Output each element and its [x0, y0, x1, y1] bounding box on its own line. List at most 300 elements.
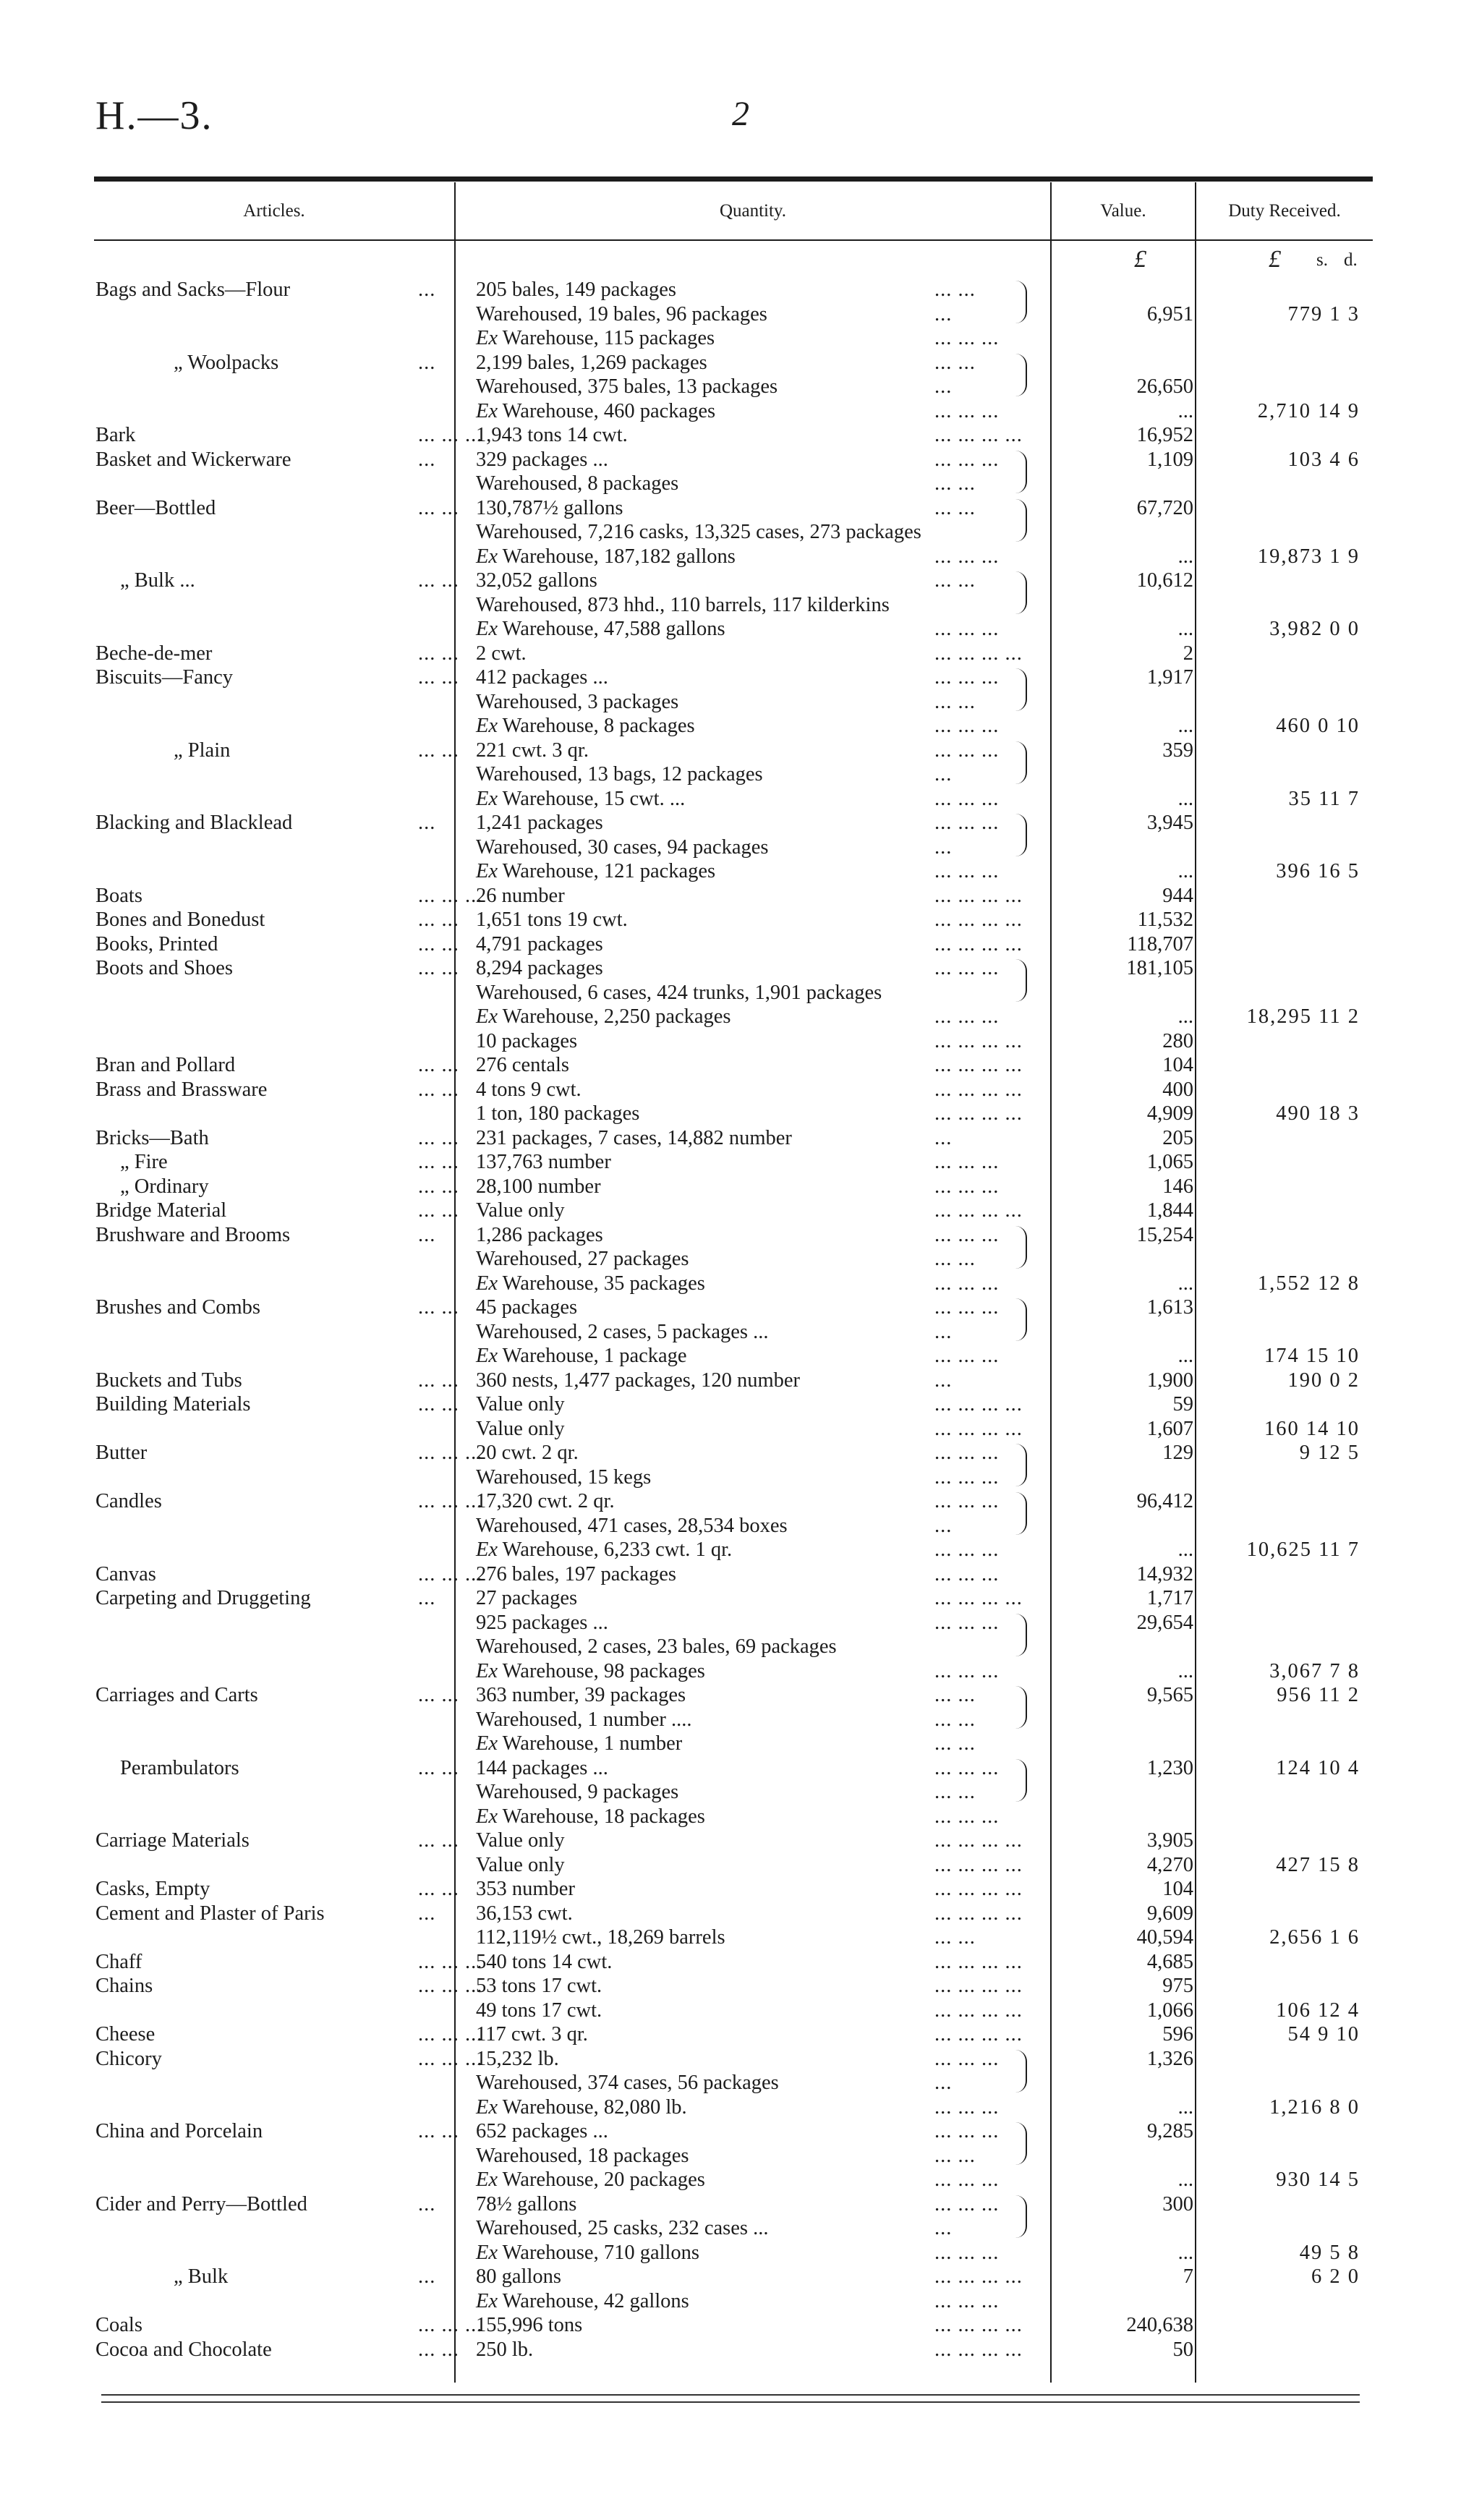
quantity-cell	[476, 448, 608, 472]
quantity-cell	[476, 981, 882, 1005]
quantity-cell	[476, 1514, 788, 1538]
table-row	[0, 1053, 1461, 1078]
value-cell: ...	[1177, 1345, 1193, 1367]
quantity-cell	[476, 2192, 576, 2217]
article-name: Bran and Pollard	[95, 1054, 236, 1076]
quantity-text: 276 bales, 197 packages	[476, 1562, 676, 1585]
article-leader-dots: ...	[418, 448, 436, 471]
table-row	[0, 1126, 1461, 1151]
article-leader-dots: ...	[418, 351, 436, 374]
quantity-leader-dots: ... ... ...	[934, 1345, 1000, 1367]
quantity-cell	[476, 1320, 768, 1345]
article-name: Carriage Materials	[95, 1829, 250, 1852]
article-leader-dots: ... ...	[418, 666, 459, 689]
value-cell: ...	[1177, 2168, 1193, 2191]
quantity-cell	[476, 1489, 615, 1514]
article-name: Books, Printed	[95, 932, 218, 955]
quantity-cell	[476, 1877, 575, 1902]
quantity-leader-dots: ... ... ... ...	[934, 1029, 1023, 1052]
quantity-text: 32,052 gallons	[476, 569, 597, 592]
quantity-leader-dots: ... ... ...	[934, 2192, 1000, 2215]
column-header-articles: Articles.	[243, 201, 305, 221]
quantity-cell	[476, 617, 725, 642]
value-cell: 118,707	[1127, 932, 1193, 955]
table-row	[0, 1853, 1461, 1878]
quantity-text: Warehoused, 6 cases, 424 trunks, 1,901 packages	[476, 981, 882, 1004]
quantity-text: Warehoused, 8 packages	[476, 472, 679, 495]
table-row	[0, 399, 1461, 424]
quantity-cell	[476, 1853, 565, 1878]
quantity-text: 130,787½ gallons	[476, 496, 623, 519]
quantity-cell	[476, 1126, 792, 1151]
table-row	[0, 1150, 1461, 1175]
quantity-leader-dots: ... ... ...	[934, 1756, 1000, 1779]
quantity-leader-dots: ... ... ...	[934, 957, 1000, 979]
quantity-leader-dots: ... ... ... ...	[934, 1902, 1023, 1925]
quantity-cell	[476, 1562, 676, 1587]
table-row	[0, 2216, 1461, 2241]
table-row	[0, 1199, 1461, 1223]
article-name: Bricks—Bath	[95, 1126, 209, 1149]
quantity-text: 1,286 packages	[476, 1223, 603, 1246]
quantity-leader-dots: ... ... ...	[934, 1465, 1000, 1489]
quantity-leader-dots: ... ...	[934, 472, 976, 495]
quantity-cell	[476, 278, 676, 302]
quantity-cell	[476, 2338, 533, 2362]
quantity-text: Warehoused, 873 hhd., 110 barrels, 117 kilderkins	[476, 593, 890, 616]
article-leader-dots: ... ...	[418, 1126, 459, 1149]
quantity-cell	[476, 1538, 732, 1562]
article-name: Beer—Bottled	[95, 496, 216, 519]
table-row	[0, 2338, 1461, 2362]
quantity-cell	[476, 1465, 651, 1490]
quantity-leader-dots: ... ... ... ...	[934, 1878, 1023, 1900]
value-cell: 1,326	[1146, 2047, 1193, 2070]
value-cell: ...	[1177, 787, 1193, 810]
quantity-text: 53 tons 17 cwt.	[476, 1975, 602, 1997]
article-name: „ Bulk ...	[120, 569, 195, 592]
quantity-text: Warehouse, 2,250 packages	[498, 1005, 731, 1028]
value-cell: 400	[1162, 1078, 1193, 1101]
quantity-cell	[476, 1295, 577, 1320]
article-leader-dots: ... ...	[418, 908, 459, 931]
quantity-text: Warehoused, 25 casks, 232 cases ...	[476, 2217, 769, 2239]
value-cell: 975	[1162, 1975, 1193, 1997]
quantity-cell	[476, 302, 767, 327]
quantity-cell	[476, 1150, 611, 1175]
quantity-text: 36,153 cwt.	[476, 1902, 573, 1925]
duty-cell: 174 15 10	[1264, 1345, 1360, 1367]
quantity-leader-dots: ...	[934, 2072, 953, 2094]
quantity-cell	[476, 2289, 689, 2314]
quantity-leader-dots: ... ... ... ...	[934, 1587, 1023, 1609]
quantity-cell	[476, 908, 628, 932]
quantity-text: 117 cwt. 3 qr.	[476, 2023, 588, 2046]
table-row	[0, 1732, 1461, 1756]
quantity-text: 1,241 packages	[476, 812, 603, 834]
table-row	[0, 1756, 1461, 1781]
article-leader-dots: ... ... ...	[418, 1442, 483, 1464]
value-cell: 1,065	[1146, 1151, 1193, 1173]
table-row	[0, 2289, 1461, 2314]
quantity-cell	[476, 2241, 699, 2265]
duty-cell: 18,295 11 2	[1246, 1005, 1360, 1028]
quantity-leader-dots: ... ...	[934, 690, 976, 713]
article-name: Beche-de-mer	[95, 642, 213, 665]
duty-cell: 3,982 0 0	[1269, 618, 1360, 640]
quantity-leader-dots: ... ... ...	[934, 1659, 1000, 1682]
quantity-cell	[476, 1272, 705, 1296]
table-row	[0, 1538, 1461, 1562]
quantity-cell	[476, 2022, 588, 2047]
quantity-leader-dots: ... ... ...	[934, 812, 1000, 834]
quantity-text: 205 bales, 149 packages	[476, 278, 676, 301]
quantity-cell	[476, 2047, 559, 2072]
article-leader-dots: ...	[418, 812, 436, 834]
table-row	[0, 2071, 1461, 2095]
article-name: Buckets and Tubs	[95, 1368, 242, 1392]
value-cell: 4,909	[1146, 1102, 1193, 1125]
value-cell: 2	[1183, 642, 1193, 665]
quantity-text: Value only	[476, 1199, 565, 1222]
quantity-leader-dots: ... ...	[934, 496, 976, 519]
duty-pence-label: d.	[1344, 250, 1358, 270]
article-name: Chaff	[95, 1950, 142, 1973]
duty-cell: 3,067 7 8	[1269, 1659, 1360, 1682]
value-cell: 40,594	[1136, 1926, 1193, 1949]
article-name: Bags and Sacks—Flour	[95, 278, 291, 301]
ex-warehouse-prefix: Ex	[476, 618, 498, 640]
duty-cell: 160 14 10	[1264, 1417, 1360, 1440]
article-name: Chains	[95, 1975, 153, 1997]
value-cell: 1,917	[1146, 666, 1193, 689]
table-row	[0, 1611, 1461, 1635]
article-name: „ Fire	[120, 1151, 168, 1173]
table-row	[0, 1635, 1461, 1659]
table-row	[0, 908, 1461, 932]
quantity-text: Warehoused, 2 cases, 5 packages ...	[476, 1320, 769, 1343]
quantity-cell	[476, 351, 707, 375]
table-row	[0, 1489, 1461, 1514]
quantity-leader-dots: ... ... ... ...	[934, 1853, 1023, 1876]
table-row	[0, 1102, 1461, 1126]
quantity-leader-dots: ... ...	[934, 2144, 976, 2167]
article-leader-dots: ... ...	[418, 932, 459, 955]
quantity-text: 26 number	[476, 884, 565, 907]
article-name: Chicory	[95, 2047, 162, 2070]
table-row	[0, 1272, 1461, 1296]
ex-warehouse-prefix: Ex	[476, 545, 498, 568]
quantity-text: 27 packages	[476, 1587, 578, 1609]
quantity-leader-dots: ... ...	[934, 1708, 976, 1731]
top-rule	[94, 176, 1373, 182]
quantity-cell	[476, 642, 527, 666]
value-cell: 7	[1183, 2265, 1193, 2288]
quantity-leader-dots: ...	[934, 302, 953, 325]
quantity-text: 15,232 lb.	[476, 2047, 559, 2070]
quantity-text: Warehouse, 460 packages	[498, 399, 716, 422]
ex-warehouse-prefix: Ex	[476, 2241, 498, 2264]
value-cell: 181,105	[1126, 957, 1193, 979]
article-leader-dots: ...	[418, 1223, 436, 1246]
value-cell: 1,613	[1146, 1296, 1193, 1319]
quantity-cell	[476, 1078, 582, 1102]
quantity-text: 1,651 tons 19 cwt.	[476, 908, 628, 931]
quantity-cell	[476, 738, 589, 763]
quantity-text: 4 tons 9 cwt.	[476, 1078, 582, 1101]
duty-cell: 779 1 3	[1287, 302, 1360, 325]
value-cell: 1,900	[1146, 1368, 1193, 1392]
duty-cell: 1,216 8 0	[1269, 2095, 1360, 2119]
quantity-text: 45 packages	[476, 1296, 578, 1319]
quantity-text: Value only	[476, 1829, 565, 1852]
quantity-text: Warehoused, 13 bags, 12 packages	[476, 763, 763, 786]
article-leader-dots: ...	[418, 278, 436, 301]
quantity-leader-dots: ... ... ... ...	[934, 1417, 1023, 1440]
value-cell: 205	[1162, 1126, 1193, 1149]
quantity-text: 353 number	[476, 1878, 575, 1900]
table-row	[0, 326, 1461, 351]
duty-cell: 190 0 2	[1287, 1368, 1360, 1392]
quantity-text: Warehoused, 27 packages	[476, 1248, 689, 1270]
ex-warehouse-prefix: Ex	[476, 2095, 498, 2119]
article-name: China and Porcelain	[95, 2120, 263, 2142]
value-cell: 96,412	[1136, 1490, 1193, 1512]
ex-warehouse-prefix: Ex	[476, 1272, 498, 1295]
quantity-leader-dots: ... ... ... ...	[934, 2314, 1023, 2336]
quantity-text: 925 packages ...	[476, 1611, 608, 1634]
value-cell: ...	[1177, 618, 1193, 640]
table-row	[0, 1247, 1461, 1272]
quantity-text: Warehouse, 47,588 gallons	[498, 618, 725, 640]
value-cell: 26,650	[1136, 375, 1193, 398]
quantity-text: Warehouse, 8 packages	[498, 715, 695, 737]
quantity-cell	[476, 399, 715, 424]
quantity-leader-dots: ... ... ...	[934, 1538, 1000, 1561]
ex-warehouse-prefix: Ex	[476, 2168, 498, 2191]
quantity-cell	[476, 1805, 705, 1829]
ex-warehouse-prefix: Ex	[476, 399, 498, 422]
quantity-cell	[476, 665, 608, 690]
quantity-cell	[476, 2119, 608, 2144]
quantity-leader-dots: ...	[934, 763, 953, 786]
quantity-leader-dots: ...	[934, 2217, 953, 2239]
quantity-leader-dots: ... ... ...	[934, 860, 1000, 882]
article-name: Cement and Plaster of Paris	[95, 1902, 325, 1925]
article-name: Perambulators	[120, 1756, 239, 1779]
value-cell: 29,654	[1136, 1611, 1193, 1634]
article-name: Basket and Wickerware	[95, 448, 291, 471]
value-currency: £	[1134, 246, 1146, 273]
quantity-leader-dots: ...	[934, 375, 953, 398]
table-row	[0, 932, 1461, 957]
duty-shillings-label: s.	[1316, 250, 1328, 270]
table-row	[0, 1950, 1461, 1975]
quantity-text: 412 packages ...	[476, 666, 608, 689]
quantity-text: 78½ gallons	[476, 2192, 577, 2215]
article-leader-dots: ... ... ...	[418, 2314, 483, 2336]
table-row	[0, 2313, 1461, 2338]
article-name: Building Materials	[95, 1393, 251, 1416]
quantity-cell	[476, 569, 597, 593]
value-cell: 3,945	[1146, 812, 1193, 834]
quantity-text: Warehoused, 3 packages	[476, 690, 679, 713]
value-cell: 104	[1162, 1878, 1193, 1900]
value-cell: 1,109	[1146, 448, 1193, 471]
quantity-cell	[476, 1175, 601, 1199]
quantity-text: 276 centals	[476, 1054, 570, 1076]
table-row	[0, 981, 1461, 1005]
value-cell: 944	[1162, 884, 1193, 907]
quantity-text: Warehouse, 1 package	[498, 1345, 687, 1367]
value-cell: 14,932	[1136, 1562, 1193, 1585]
quantity-leader-dots: ... ... ...	[934, 738, 1000, 762]
article-leader-dots: ... ... ...	[418, 2023, 483, 2046]
article-leader-dots: ... ...	[418, 957, 459, 979]
table-row	[0, 2022, 1461, 2047]
article-leader-dots: ... ...	[418, 1078, 459, 1101]
quantity-leader-dots: ... ... ... ...	[934, 2338, 1023, 2361]
duty-cell: 930 14 5	[1276, 2168, 1360, 2191]
quantity-leader-dots: ... ... ...	[934, 1005, 1000, 1028]
quantity-text: 8,294 packages	[476, 957, 603, 979]
quantity-text: 2,199 bales, 1,269 packages	[476, 351, 707, 374]
article-name: Blacking and Blacklead	[95, 812, 293, 834]
quantity-cell	[476, 1223, 603, 1248]
article-name: Carpeting and Druggeting	[95, 1587, 311, 1609]
duty-cell: 956 11 2	[1277, 1684, 1360, 1706]
quantity-text: Warehouse, 42 gallons	[498, 2289, 689, 2312]
table-row	[0, 2095, 1461, 2120]
quantity-cell	[476, 932, 603, 957]
table-row	[0, 1417, 1461, 1442]
quantity-text: 155,996 tons	[476, 2314, 583, 2336]
ex-warehouse-prefix: Ex	[476, 787, 498, 810]
quantity-text: 49 tons 17 cwt.	[476, 1998, 602, 2022]
quantity-cell	[476, 2071, 779, 2095]
quantity-leader-dots: ... ... ...	[934, 1611, 1000, 1634]
duty-cell: 54 9 10	[1287, 2023, 1360, 2046]
quantity-cell	[476, 593, 890, 618]
quantity-cell	[476, 1635, 837, 1659]
article-name: Bark	[95, 424, 136, 446]
quantity-leader-dots: ... ... ...	[934, 2289, 1000, 2312]
quantity-leader-dots: ... ... ... ...	[934, 1102, 1023, 1125]
duty-cell: 106 12 4	[1276, 1998, 1360, 2022]
quantity-text: 112,119½ cwt., 18,269 barrels	[476, 1926, 725, 1949]
article-name: Cheese	[95, 2023, 156, 2046]
quantity-text: Warehouse, 15 cwt. ...	[498, 787, 686, 810]
quantity-leader-dots: ... ... ...	[934, 2168, 1000, 2191]
table-row	[0, 2047, 1461, 2072]
quantity-text: Warehouse, 121 packages	[498, 860, 716, 882]
quantity-text: 540 tons 14 cwt.	[476, 1950, 613, 1973]
quantity-text: 28,100 number	[476, 1175, 601, 1198]
quantity-leader-dots: ... ... ...	[934, 1151, 1000, 1173]
article-name: Brushes and Combs	[95, 1296, 260, 1319]
table-row	[0, 1514, 1461, 1538]
article-leader-dots: ... ...	[418, 1175, 459, 1198]
value-cell: 9,609	[1146, 1902, 1193, 1925]
article-leader-dots: ... ... ...	[418, 1562, 483, 1585]
article-name: „ Ordinary	[120, 1175, 209, 1198]
value-cell: ...	[1177, 2095, 1193, 2119]
quantity-leader-dots: ...	[934, 835, 953, 859]
ex-warehouse-prefix: Ex	[476, 1732, 498, 1755]
table-row	[0, 545, 1461, 569]
table-row	[0, 1805, 1461, 1829]
value-cell: 10,612	[1136, 569, 1193, 592]
table-row	[0, 302, 1461, 327]
quantity-cell	[476, 1199, 565, 1223]
quantity-leader-dots: ... ... ...	[934, 2047, 1000, 2070]
quantity-cell	[476, 375, 778, 399]
duty-cell: 49 5 8	[1299, 2241, 1360, 2264]
quantity-text: Warehoused, 30 cases, 94 packages	[476, 835, 769, 859]
quantity-cell	[476, 1829, 565, 1853]
quantity-cell	[476, 326, 715, 351]
table-row	[0, 1683, 1461, 1708]
quantity-cell	[476, 472, 678, 496]
table-row	[0, 1659, 1461, 1684]
quantity-leader-dots: ... ... ...	[934, 1805, 1000, 1828]
table-row	[0, 787, 1461, 812]
quantity-leader-dots: ... ... ...	[934, 666, 1000, 689]
duty-cell: 103 4 6	[1287, 448, 1360, 471]
article-leader-dots: ... ...	[418, 1151, 459, 1173]
quantity-leader-dots: ... ... ...	[934, 787, 1000, 810]
article-leader-dots: ... ... ...	[418, 424, 483, 446]
quantity-text: Value only	[476, 1853, 565, 1876]
ex-warehouse-prefix: Ex	[476, 1005, 498, 1028]
value-cell: 240,638	[1126, 2314, 1193, 2336]
table-row	[0, 2241, 1461, 2265]
quantity-text: Warehouse, 18 packages	[498, 1805, 705, 1828]
quantity-cell	[476, 1441, 579, 1465]
table-row	[0, 520, 1461, 545]
column-header-quantity: Quantity.	[719, 201, 787, 221]
table-row	[0, 593, 1461, 618]
table-row	[0, 738, 1461, 763]
ex-warehouse-prefix: Ex	[476, 860, 498, 882]
quantity-text: 1 ton, 180 packages	[476, 1102, 640, 1125]
quantity-leader-dots: ... ... ...	[934, 399, 1000, 422]
table-row	[0, 1925, 1461, 1950]
article-name: „ Plain	[174, 738, 231, 762]
article-name: Candles	[95, 1490, 162, 1512]
quantity-leader-dots: ... ... ... ...	[934, 1998, 1023, 2022]
table-row	[0, 1780, 1461, 1805]
article-leader-dots: ... ...	[418, 1054, 459, 1076]
quantity-cell	[476, 2168, 705, 2192]
article-name: Boots and Shoes	[95, 957, 234, 979]
value-cell: ...	[1177, 399, 1193, 422]
quantity-cell	[476, 2265, 561, 2289]
quantity-leader-dots: ... ... ...	[934, 327, 1000, 349]
table-row	[0, 1005, 1461, 1029]
article-leader-dots: ...	[418, 1587, 436, 1609]
report-code: H.—3.	[95, 93, 213, 138]
value-cell: 9,565	[1146, 1684, 1193, 1706]
quantity-text: Warehouse, 1 number	[498, 1732, 683, 1755]
article-leader-dots: ... ...	[418, 496, 459, 519]
ex-warehouse-prefix: Ex	[476, 327, 498, 349]
quantity-text: 231 packages, 7 cases, 14,882 number	[476, 1126, 792, 1149]
duty-cell: 35 11 7	[1288, 787, 1360, 810]
ex-warehouse-prefix: Ex	[476, 1805, 498, 1828]
article-leader-dots: ... ...	[418, 1684, 459, 1706]
quantity-text: Warehouse, 710 gallons	[498, 2241, 700, 2264]
